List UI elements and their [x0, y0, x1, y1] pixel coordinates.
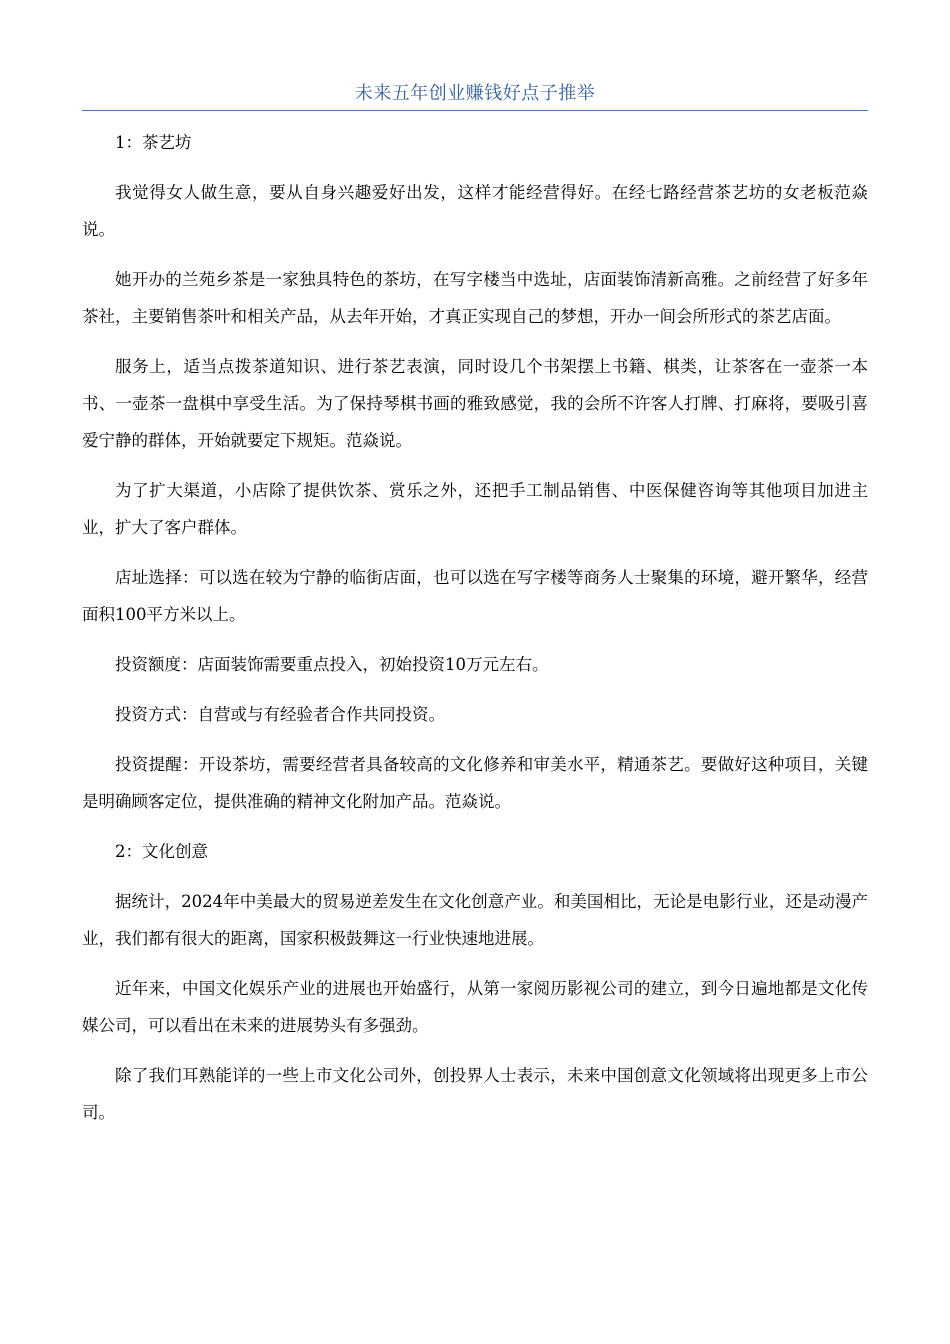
section-heading-1: 1：茶艺坊 — [115, 133, 192, 152]
section-heading-2: 2：文化创意 — [115, 842, 208, 861]
paragraph: 为了扩大渠道，小店除了提供饮茶、赏乐之外，还把手工制品销售、中医保健咨询等其他项目加进主业，扩大了客户群体。 — [82, 481, 868, 537]
header-title: 未来五年创业赚钱好点子推举 — [354, 83, 596, 104]
paragraph: 我觉得女人做生意，要从自身兴趣爱好出发，这样才能经营得好。在经七路经营茶艺坊的女老板范焱说。 — [82, 183, 868, 239]
paragraph: 投资方式：自营或与有经验者合作共同投资。 — [115, 705, 445, 724]
paragraph: 投资提醒：开设茶坊，需要经营者具备较高的文化修养和审美水平，精通茶艺。要做好这种项目，关键是明确顾客定位，提供准确的精神文化附加产品。范焱说。 — [82, 755, 868, 811]
page-header — [82, 78, 868, 111]
paragraph: 服务上，适当点拨茶道知识、进行茶艺表演，同时设几个书架摆上书籍、棋类，让茶客在一壶茶一本书、一壶茶一盘棋中享受生活。为了保持琴棋书画的雅致感觉，我的会所不许客人打牌、打麻将，要吸引喜爱宁静的群体，开始就要定下规矩。范焱说。 — [82, 357, 868, 450]
paragraph: 据统计，2024年中美最大的贸易逆差发生在文化创意产业。和美国相比，无论是电影行业，还是动漫产业，我们都有很大的距离，国家积极鼓舞这一行业快速地进展。 — [82, 892, 868, 948]
document-body — [82, 124, 868, 1131]
paragraph: 店址选择：可以选在较为宁静的临街店面，也可以选在写字楼等商务人士聚集的环境，避开繁华，经营面积100平方米以上。 — [82, 568, 868, 624]
paragraph: 除了我们耳熟能详的一些上市文化公司外，创投界人士表示，未来中国创意文化领域将出现更多上市公司。 — [82, 1066, 868, 1122]
paragraph: 投资额度：店面装饰需要重点投入，初始投资10万元左右。 — [115, 655, 549, 674]
paragraph: 近年来，中国文化娱乐产业的进展也开始盛行，从第一家阅历影视公司的建立，到今日遍地都是文化传媒公司，可以看出在未来的进展势头有多强劲。 — [82, 979, 868, 1035]
paragraph: 她开办的兰苑乡茶是一家独具特色的茶坊，在写字楼当中选址，店面装饰清新高雅。之前经营了好多年茶社，主要销售茶叶和相关产品，从去年开始，才真正实现自己的梦想，开办一间会所形式的茶艺店面。 — [82, 270, 868, 326]
